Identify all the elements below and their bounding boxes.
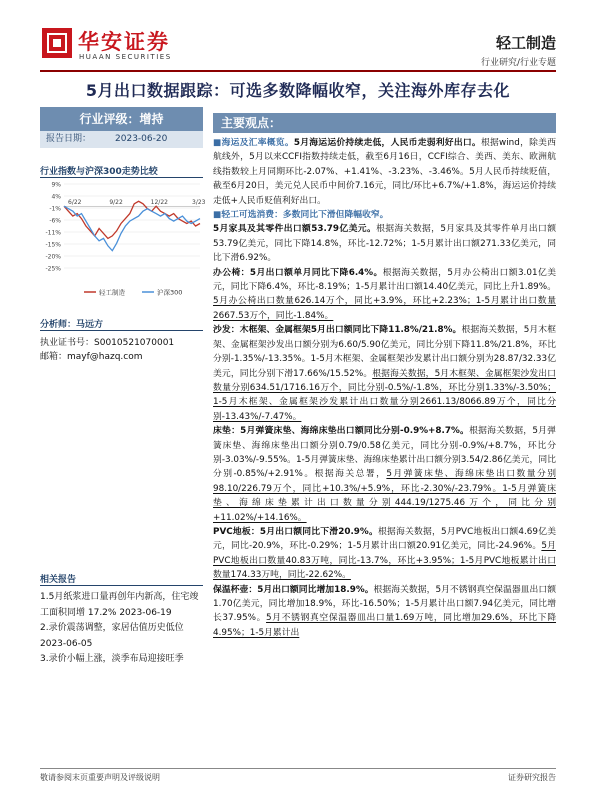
y-tick-label: -1% <box>49 205 61 213</box>
report-date-label: 报告日期： <box>46 134 92 144</box>
related-reports-heading: 相关报告 <box>40 575 77 585</box>
office-chair-lead: 办公椅：5月出口额单月同比下降6.4%。 <box>213 267 383 278</box>
y-tick-label: 9% <box>51 181 61 189</box>
mattress-volume: 5月弹簧床垫、海绵床垫出口数量分别98.10/226.79万个，同比+10.3%/+5.9%，环比-2.30%/-23.79%。1-5月弹簧床垫、海绵床垫累计出口数量分别444.19/1275.46万个，同比分别+11.02%/+14.16%。 <box>213 469 556 523</box>
analyst-email: 邮箱：mayf@hazq.com <box>40 352 143 362</box>
y-tick-label: -20% <box>45 253 61 261</box>
sector-subtitle: 行业研究/行业专题 <box>480 58 556 68</box>
company-logo <box>42 28 72 58</box>
shipping-heading: 海运及汇率概览。 <box>221 138 294 148</box>
bullet-icon: ■ <box>213 138 222 148</box>
shipping-lead: 5月海运运价持续走低，人民币走弱利好出口。 <box>293 138 481 148</box>
thermos-volume: 5月不锈钢真空保温器皿出口量1.69万吨，同比增加29.6%，环比下降4.95%；1-5月累计出 <box>213 613 557 638</box>
footer-label: 证券研究报告 <box>508 773 556 782</box>
main-points-body <box>213 136 556 640</box>
footer-divider <box>40 768 556 769</box>
x-tick-label: 9/22 <box>109 199 123 207</box>
sofa-text: 根据海关数据，5月木框架、金属框架沙发出口额分别为6.60/5.90亿美元，同比分别下降11.8%/21.8%，环比分别-1.35%/-13.35%。1-5月木框架、金属框架沙发累计出口额分别为28.87/32.33亿美元，同比分别下滑17.66%/15.52%。 <box>213 325 556 379</box>
paragraph-shipping <box>213 136 556 208</box>
pvc-volume: 5月PVC地板出口数量40.83万吨，同比-13.7%，环比+3.95%；1-5月PVC地板累计出口数量174.33万吨，同比-22.62%。 <box>213 541 556 581</box>
related-divider <box>40 585 203 586</box>
index-comparison-chart <box>40 180 206 305</box>
brand-name-en: HUAAN SECURITIES <box>79 53 172 61</box>
chart-title: 行业指数与沪深300走势比较 <box>40 167 158 177</box>
mattress-lead: 床垫：5月弹簧床垫、海绵床垫出口额同比分别-0.9%+8.7%。 <box>213 426 470 437</box>
paragraph-office-chair <box>213 266 556 324</box>
related-report-item[interactable]: 3.录价小幅上涨，淡季布局迎接旺季 <box>40 654 184 664</box>
office-chair-volume: 5月办公椅出口数量626.14万个，同比+3.9%，环比+2.23%；1-5月累计出口数量2667.53万个，同比-1.84%。 <box>213 296 556 321</box>
y-tick-label: 4% <box>51 193 61 201</box>
x-tick-label: 12/22 <box>150 199 168 207</box>
report-date <box>40 131 203 148</box>
legend-label: 轻工制造 <box>99 288 125 297</box>
main-points-header: 主要观点： <box>213 113 556 133</box>
x-tick-label: 6/22 <box>68 199 82 207</box>
paragraph-furniture <box>213 222 556 265</box>
brand-name: 华安证券 <box>78 29 170 54</box>
analyst-name: 分析师：马远方 <box>40 320 104 330</box>
related-reports-list <box>40 590 205 668</box>
paragraph-pvc <box>213 525 556 583</box>
consumer-heading: 轻工可选消费：多数同比下滑但降幅收窄。 <box>221 210 389 221</box>
report-title: 5月出口数据跟踪：可选多数降幅收窄，关注海外库存去化 <box>85 81 511 100</box>
analyst-divider <box>40 330 203 331</box>
header-divider <box>40 70 556 72</box>
thermos-lead: 保温杯壶：5月出口额同比增加18.9%。 <box>213 584 374 595</box>
paragraph-thermos <box>213 583 556 641</box>
y-tick-label: -25% <box>45 265 61 273</box>
report-date-value: 2023-06-20 <box>115 134 168 144</box>
furniture-text: 根据海关数据，5月家具及其零件单月出口额53.79亿美元，同比下降14.8%，环比-12.72%；1-5月累计出口额271.33亿美元，同比下滑6.92%。 <box>213 224 556 264</box>
sector-title: 轻工制造 <box>495 34 556 52</box>
legend-label: 沪深300 <box>157 288 183 297</box>
pvc-text: 根据海关数据，5月PVC地板出口额4.69亿美元，同比-20.9%，环比-0.29%；1-5月累计出口额20.91亿美元，同比-24.96%。 <box>213 526 556 552</box>
paragraph-sofa <box>213 323 556 424</box>
industry-rating: 行业评级：增持 <box>40 107 203 131</box>
bullet-icon: ■ <box>213 210 222 221</box>
mattress-text: 根据海关数据，5月弹簧床垫、海绵床垫出口额分别0.79/0.58亿美元，同比分别-0.9%/+8.7%，环比分别-3.03%/-9.55%。1-5月弹簧床垫、海绵床垫累计出口额分别3.54/2.86亿美元，同比分别-0.85%/+2.91%。根据海关总署， <box>213 426 556 480</box>
sofa-volume: 根据海关数据，5月木框架、金属框架沙发出口数量分别634.51/1716.16万个，同比分别-0.5%/-1.8%，环比分别1.33%/-3.50%；1-5月木框架、金属框架沙发累计出口数量分别2661.13/8066.89万个，同比分别-13.43%/-7.47%。 <box>213 368 556 422</box>
office-chair-text: 根据海关数据，5月办公椅出口额3.01亿美元，同比下降6.4%，环比-8.19%；1-5月累计出口额14.40亿美元，同比上升1.89%。 <box>213 267 556 293</box>
chart-divider <box>40 177 203 178</box>
footer-disclaimer: 敬请参阅末页重要声明及评级说明 <box>40 773 160 782</box>
y-tick-label: -6% <box>49 217 61 225</box>
y-tick-label: -11% <box>45 229 61 237</box>
y-tick-label: -15% <box>45 241 61 249</box>
shipping-text: 根据wind，除美西航线外，5月以来CCFI指数持续走低，截至6月16日，CCFI综合、美西、美东、欧洲航线指数较上月同期环比-2.07%、+1.41%、-3.23%、-3.46%。5月人民币持续贬值，截至6月20日，美元兑人民币中间价7.16元，同比/环比+6.7%/+1.8%，海运运价持续走低+人民币贬值利好出口。 <box>213 138 556 206</box>
pvc-lead: PVC地板：5月出口额同比下滑20.9%。 <box>213 526 378 537</box>
analyst-license: 执业证书号：S0010521070001 <box>40 338 175 348</box>
related-report-item[interactable]: 1.5月纸浆进口量再创年内新高，住宅竣工面积同增 17.2% 2023-06-19 <box>40 592 199 618</box>
related-report-item[interactable]: 2.录价震荡调整，家居估值历史低位 2023-06-05 <box>40 623 184 649</box>
paragraph-mattress <box>213 424 556 525</box>
thermos-text: 根据海关数据，5月不锈钢真空保温器皿出口额1.70亿美元，同比增加18.9%，环比-16.50%；1-5月累计出口额7.94亿美元，同比增长37.95%。 <box>213 584 557 624</box>
furniture-lead: 5月家具及其零件出口额53.79亿美元。 <box>213 224 377 235</box>
x-tick-label: 3/23 <box>192 199 206 207</box>
sofa-lead: 沙发：木框架、金属框架5月出口额同比下降11.8%/21.8%。 <box>213 325 462 336</box>
paragraph-consumer <box>213 208 556 222</box>
